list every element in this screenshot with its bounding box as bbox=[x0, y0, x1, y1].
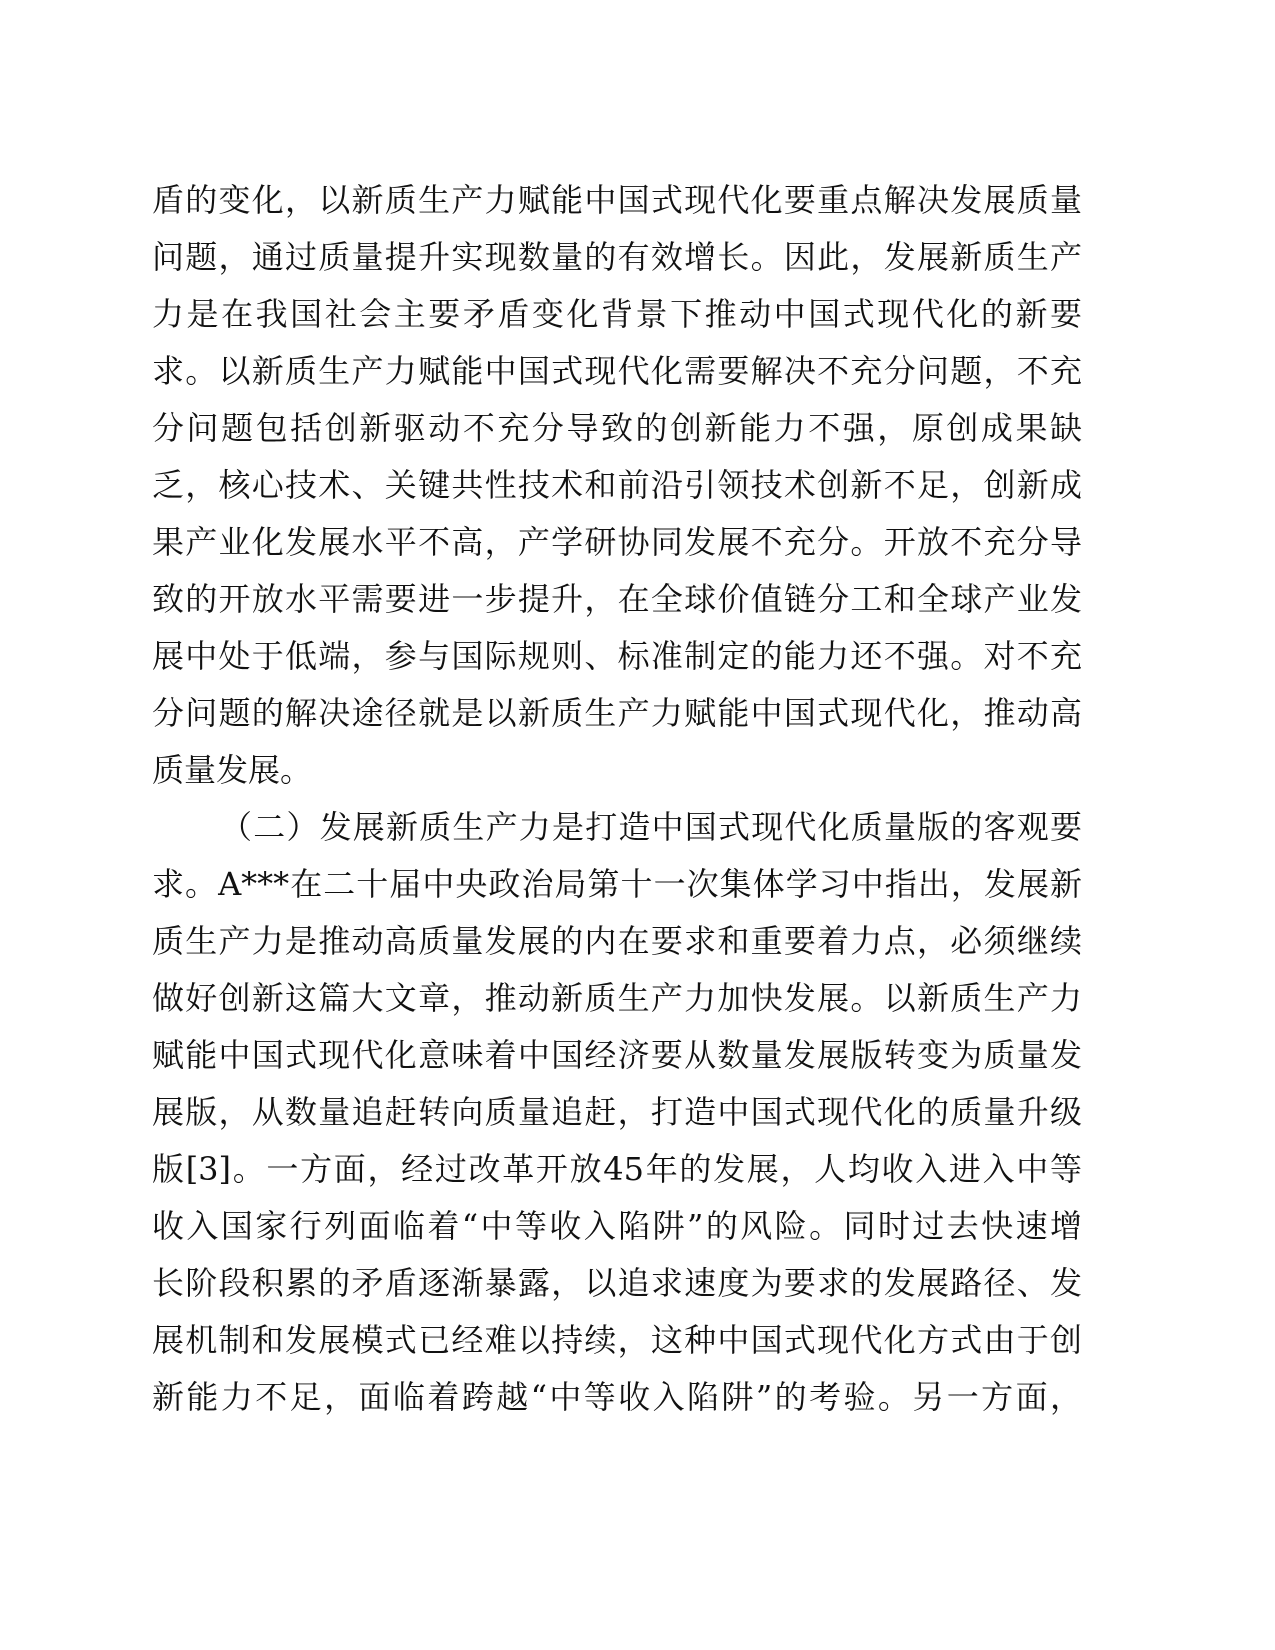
text-line: 质生产力是推动高质量发展的内在要求和重要着力点，必须继续 bbox=[152, 922, 1082, 960]
text-line: 致的开放水平需要进一步提升，在全球价值链分工和全球产业发 bbox=[152, 580, 1082, 618]
text-line: 展版，从数量追赶转向质量追赶，打造中国式现代化的质量升级 bbox=[152, 1093, 1082, 1131]
text-line: 收入国家行列面临着“中等收入陷阱”的风险。同时过去快速增 bbox=[152, 1207, 1082, 1245]
text-line: 长阶段积累的矛盾逐渐暴露，以追求速度为要求的发展路径、发 bbox=[152, 1264, 1082, 1302]
text-line: 分问题包括创新驱动不充分导致的创新能力不强，原创成果缺 bbox=[152, 409, 1082, 447]
text-line: 果产业化发展水平不高，产学研协同发展不充分。开放不充分导 bbox=[152, 523, 1082, 561]
text-line: 求。A***在二十届中央政治局第十一次集体学习中指出，发展新 bbox=[152, 865, 1082, 903]
text-line: 质量发展。 bbox=[152, 751, 313, 789]
section-heading-line: （二）发展新质生产力是打造中国式现代化质量版的客观要 bbox=[220, 808, 1082, 846]
text-line: 做好创新这篇大文章，推动新质生产力加快发展。以新质生产力 bbox=[152, 979, 1082, 1017]
text-line: 分问题的解决途径就是以新质生产力赋能中国式现代化，推动高 bbox=[152, 694, 1082, 732]
text-line: 力是在我国社会主要矛盾变化背景下推动中国式现代化的新要 bbox=[152, 295, 1082, 333]
text-line: 赋能中国式现代化意味着中国经济要从数量发展版转变为质量发 bbox=[152, 1036, 1082, 1074]
text-line: 求。以新质生产力赋能中国式现代化需要解决不充分问题，不充 bbox=[152, 352, 1082, 390]
text-line: 新能力不足，面临着跨越“中等收入陷阱”的考验。另一方面， bbox=[152, 1378, 1082, 1416]
text-line: 展中处于低端，参与国际规则、标准制定的能力还不强。对不充 bbox=[152, 637, 1082, 675]
text-line: 问题，通过质量提升实现数量的有效增长。因此，发展新质生产 bbox=[152, 238, 1082, 276]
text-line: 盾的变化，以新质生产力赋能中国式现代化要重点解决发展质量 bbox=[152, 181, 1082, 219]
text-line: 版[3]。一方面，经过改革开放45年的发展，人均收入进入中等 bbox=[152, 1150, 1082, 1188]
text-line: 展机制和发展模式已经难以持续，这种中国式现代化方式由于创 bbox=[152, 1321, 1082, 1359]
text-line: 乏，核心技术、关键共性技术和前沿引领技术创新不足，创新成 bbox=[152, 466, 1082, 504]
